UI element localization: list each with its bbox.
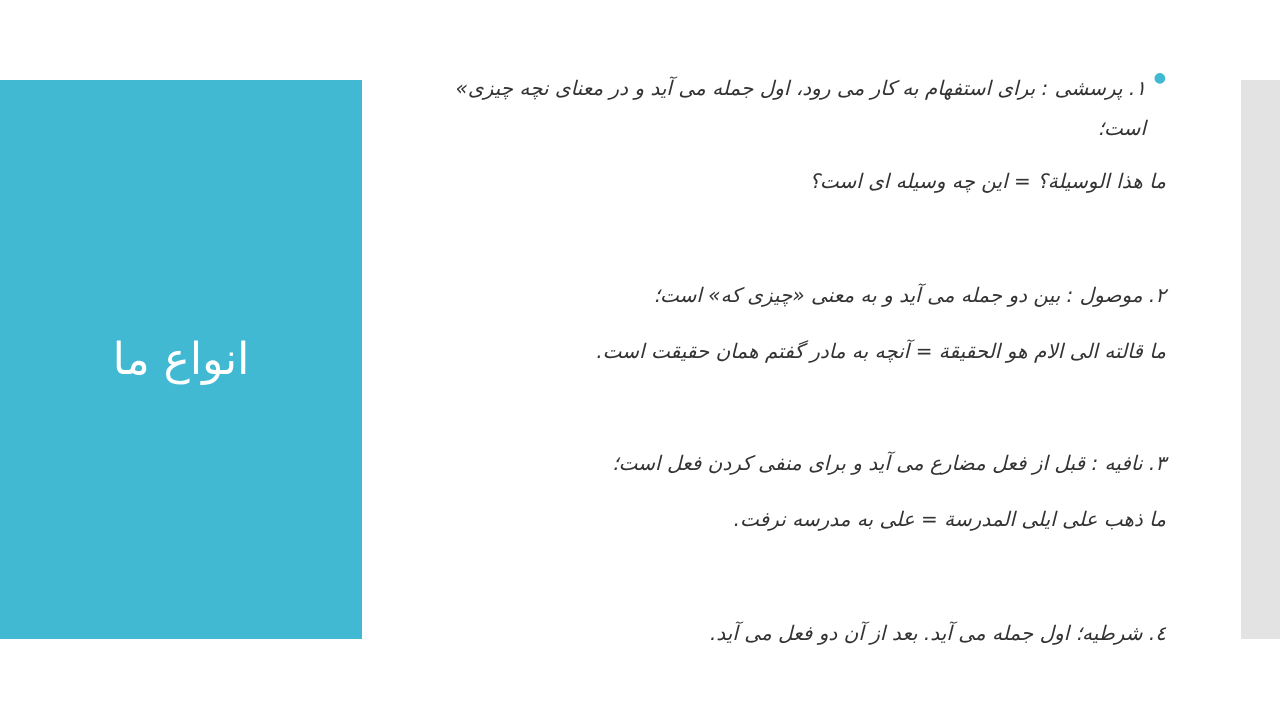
example-3: ما ذهب علی ایلی المدرسة = علی به مدرسه نرفت. xyxy=(733,507,1166,531)
list-item-1: ۱. پرسشی : برای استفهام به کار می رود، اول جمله می آید و در معنای نچه چیزی» است؛ xyxy=(455,76,1146,140)
right-decorative-bar xyxy=(1241,80,1280,639)
list-item-3: ۳. نافیه : قبل از فعل مضارع می آید و برای منفی کردن فعل است؛ xyxy=(612,451,1166,475)
list-item-2: ۲. موصول : بین دو جمله می آید و به معنی «چیزی که» است؛ xyxy=(653,283,1166,307)
bullet-icon: ● xyxy=(1153,70,1166,86)
title-panel xyxy=(0,80,362,639)
list-item-4: ٤. شرطیه؛ اول جمله می آید. بعد از آن دو فعل می آید. xyxy=(709,621,1166,645)
example-2: ما قالته الی الام هو الحقیقة = آنچه به مادر گفتم همان حقیقت است. xyxy=(596,339,1166,363)
slide-body xyxy=(440,60,1166,700)
slide-title: انواع ما xyxy=(112,334,250,385)
example-1: ما هذا الوسیلة؟ = این چه وسیله ای است؟ xyxy=(809,169,1166,193)
